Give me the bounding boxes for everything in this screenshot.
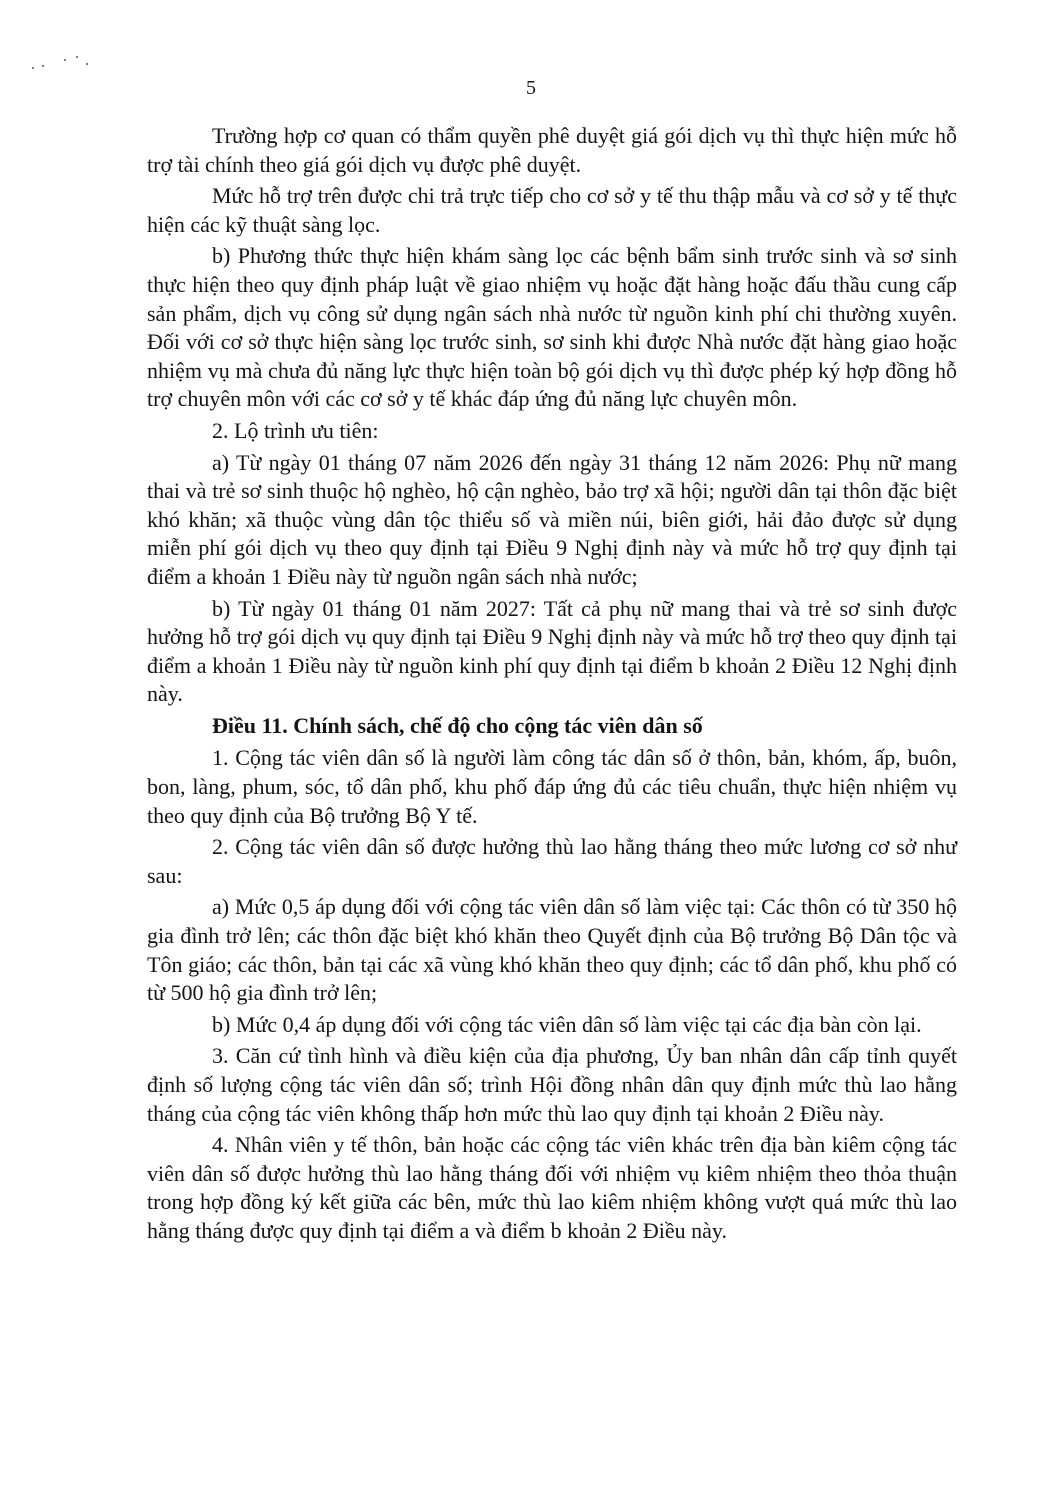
paragraph: Trường hợp cơ quan có thẩm quyền phê duyệt giá gói dịch vụ thì thực hiện mức hỗ trợ tài chính theo giá gói dịch vụ được phê duyệt. xyxy=(147,123,957,177)
page-number: 5 xyxy=(526,77,536,99)
paragraph: 4. Nhân viên y tế thôn, bản hoặc các cộng tác viên khác trên địa bàn kiêm cộng tác viên dân số được hưởng thù lao hằng tháng đối với nhiệm vụ kiêm nhiệm theo thỏa thuận trong hợp đồng ký kết giữa các bên, mức thù lao kiêm nhiệm không vượt quá mức thù lao hằng tháng được quy định tại điểm a và điểm b khoản 2 Điều này. xyxy=(147,1132,957,1243)
paragraph: b) Phương thức thực hiện khám sàng lọc các bệnh bẩm sinh trước sinh và sơ sinh thực hiện theo quy định pháp luật về giao nhiệm vụ hoặc đặt hàng hoặc đấu thầu cung cấp sản phẩm, dịch vụ công sử dụng ngân sách nhà nước từ nguồn kinh phí chi thường xuyên. Đối với cơ sở thực hiện sàng lọc trước sinh, sơ sinh khi được Nhà nước đặt hàng giao hoặc nhiệm vụ mà chưa đủ năng lực thực hiện toàn bộ gói dịch vụ thì được phép ký hợp đồng hỗ trợ chuyên môn với các cơ sở y tế khác đáp ứng đủ năng lực chuyên môn. xyxy=(147,243,957,412)
paragraph: b) Từ ngày 01 tháng 01 năm 2027: Tất cả phụ nữ mang thai và trẻ sơ sinh được hưởng hỗ trợ gói dịch vụ quy định tại Điều 9 Nghị định này và mức hỗ trợ theo quy định tại điểm a khoản 1 Điều này từ nguồn kinh phí quy định tại điểm b khoản 2 Điều 12 Nghị định này. xyxy=(147,595,957,707)
document-body xyxy=(147,122,957,1249)
paragraph: b) Mức 0,4 áp dụng đối với cộng tác viên dân số làm việc tại các địa bàn còn lại. xyxy=(212,1011,922,1037)
scan-artifact-dots xyxy=(28,55,98,75)
paragraph: 2. Cộng tác viên dân số được hưởng thù lao hằng tháng theo mức lương cơ sở như sau: xyxy=(147,834,957,888)
paragraph: a) Từ ngày 01 tháng 07 năm 2026 đến ngày 31 tháng 12 năm 2026: Phụ nữ mang thai và trẻ sơ sinh thuộc hộ nghèo, hộ cận nghèo, bảo trợ xã hội; người dân tại thôn đặc biệt khó khăn; xã thuộc vùng dân tộc thiểu số và miền núi, biên giới, hải đảo được sử dụng miễn phí gói dịch vụ theo quy định tại Điều 9 Nghị định này và mức hỗ trợ quy định tại điểm a khoản 1 Điều này từ nguồn ngân sách nhà nước; xyxy=(147,449,957,589)
paragraph: Mức hỗ trợ trên được chi trả trực tiếp cho cơ sở y tế thu thập mẫu và cơ sở y tế thực hiện các kỹ thuật sàng lọc. xyxy=(147,183,957,237)
paragraph: 3. Căn cứ tình hình và điều kiện của địa phương, Ủy ban nhân dân cấp tỉnh quyết định số lượng cộng tác viên dân số; trình Hội đồng nhân dân quy định mức thù lao hằng tháng của cộng tác viên không thấp hơn mức thù lao quy định tại khoản 2 Điều này. xyxy=(147,1043,957,1126)
paragraph: a) Mức 0,5 áp dụng đối với cộng tác viên dân số làm việc tại: Các thôn có từ 350 hộ gia đình trở lên; các thôn đặc biệt khó khăn theo Quyết định của Bộ trưởng Bộ Dân tộc và Tôn giáo; các thôn, bản tại các xã vùng khó khăn theo quy định; các tổ dân phố, khu phố có từ 500 hộ gia đình trở lên; xyxy=(147,894,957,1006)
paragraph: 1. Cộng tác viên dân số là người làm công tác dân số ở thôn, bản, khóm, ấp, buôn, bon, làng, phum, sóc, tổ dân phố, khu phố đáp ứng đủ các tiêu chuẩn, thực hiện nhiệm vụ theo quy định của Bộ trưởng Bộ Y tế. xyxy=(147,745,957,828)
article-heading: Điều 11. Chính sách, chế độ cho cộng tác viên dân số xyxy=(212,712,703,738)
paragraph: 2. Lộ trình ưu tiên: xyxy=(212,417,379,443)
